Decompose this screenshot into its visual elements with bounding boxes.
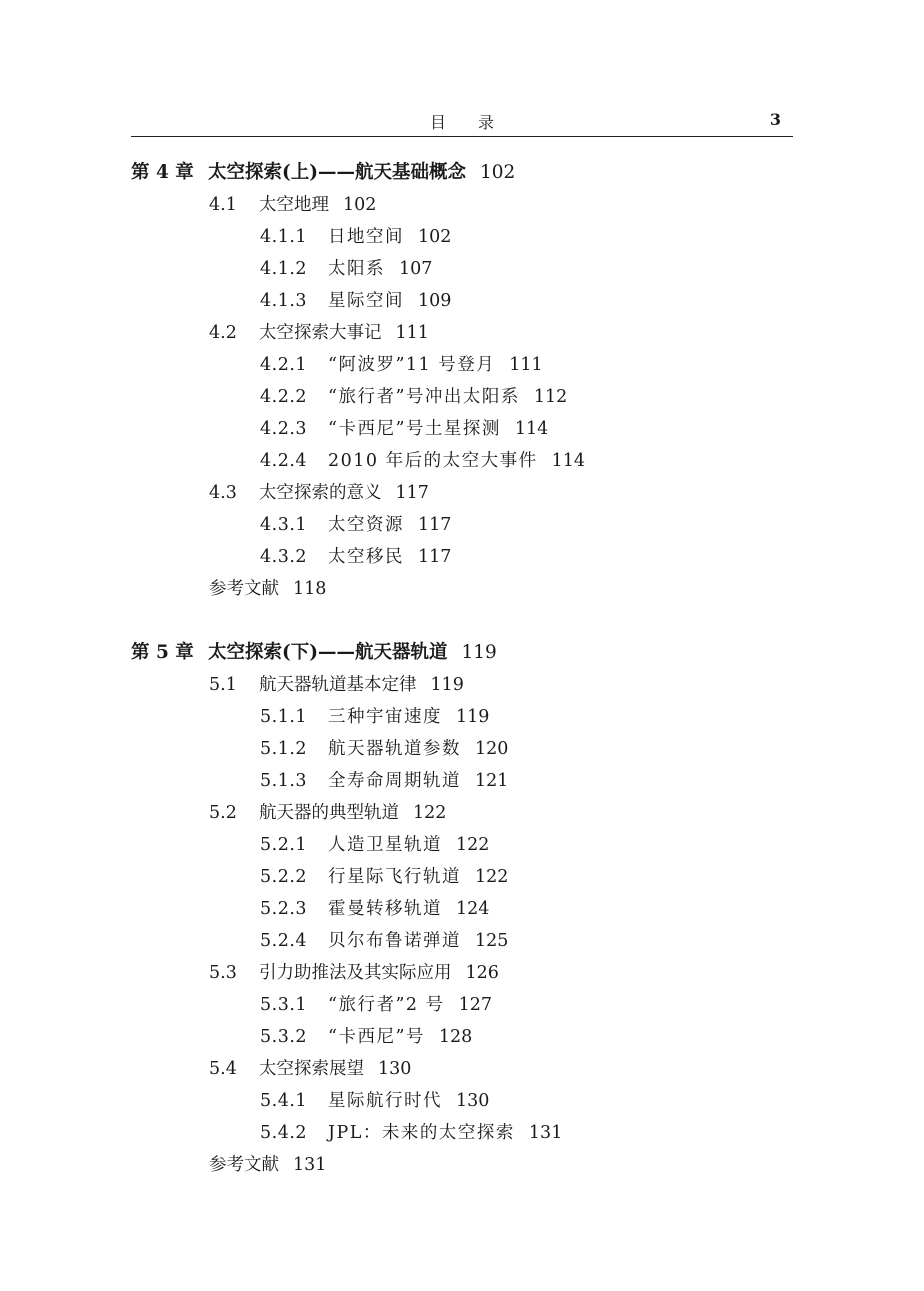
entry-title: “阿波罗”11 号登月 — [328, 355, 496, 375]
entry-title: 太空移民 — [328, 547, 404, 567]
entry-page: 102 — [343, 195, 377, 215]
subsection-entry[interactable] — [131, 381, 793, 413]
entry-title: 太阳系 — [328, 259, 385, 279]
entry-number: 5.2.4 — [260, 931, 308, 951]
entry-title: 贝尔布鲁诺弹道 — [328, 931, 461, 951]
entry-number: 4.3.2 — [260, 547, 308, 567]
entry-number: 5.1.3 — [260, 771, 308, 791]
header-title: 目 录 — [429, 113, 494, 132]
subsection-entry[interactable] — [131, 221, 793, 253]
entry-title: “旅行者”号冲出太阳系 — [328, 387, 520, 407]
entry-page: 109 — [418, 291, 452, 311]
entry-page: 130 — [378, 1059, 412, 1079]
entry-number: 5.1.1 — [260, 707, 308, 727]
entry-number: 4.2.4 — [260, 451, 308, 471]
entry-page: 128 — [438, 1027, 473, 1047]
subsection-entry[interactable] — [131, 733, 793, 765]
entry-number: 5.2.1 — [260, 835, 308, 855]
entry-number: 5.3.1 — [260, 995, 308, 1015]
entry-title: 三种宇宙速度 — [328, 707, 442, 727]
entry-title: 2010 年后的太空大事件 — [328, 451, 538, 471]
entry-page: 112 — [533, 387, 568, 407]
entry-title: 太空探索的意义 — [259, 483, 382, 503]
entry-title: 航天器轨道基本定律 — [259, 675, 417, 695]
entry-title: 星际空间 — [328, 291, 404, 311]
entry-number: 5.1.2 — [260, 739, 308, 759]
entry-page: 118 — [293, 579, 327, 599]
entry-page: 114 — [514, 419, 549, 439]
entry-number: 4.3 — [209, 483, 237, 503]
chapter-block — [131, 157, 793, 605]
entry-title: 太空探索展望 — [259, 1059, 364, 1079]
subsection-entry[interactable] — [131, 1117, 793, 1149]
entry-number: 5.4 — [209, 1059, 237, 1079]
entry-page: 111 — [395, 323, 429, 343]
entry-number: 4.1.1 — [260, 227, 308, 247]
entry-title: 太空探索大事记 — [259, 323, 382, 343]
entry-title: 太空地理 — [259, 195, 329, 215]
subsection-entry[interactable] — [131, 925, 793, 957]
entry-number: 5.3.2 — [260, 1027, 308, 1047]
subsection-entry[interactable] — [131, 893, 793, 925]
entry-title: 参考文献 — [209, 1155, 279, 1175]
subsection-entry[interactable] — [131, 285, 793, 317]
entry-page: 111 — [509, 355, 543, 375]
entry-number: 5.1 — [209, 675, 237, 695]
page-number: 3 — [769, 110, 781, 129]
entry-title: 全寿命周期轨道 — [328, 771, 461, 791]
entry-page: 119 — [456, 707, 490, 727]
entry-page: 117 — [395, 483, 429, 503]
section-entry[interactable] — [131, 189, 793, 221]
chapter-title: 太空探索(下)——航天器轨道 — [208, 642, 448, 663]
entry-page: 124 — [456, 899, 490, 919]
entry-page: 120 — [475, 739, 509, 759]
entry-title: 航天器的典型轨道 — [259, 803, 399, 823]
entry-number: 5.4.1 — [260, 1091, 308, 1111]
running-header — [131, 104, 793, 137]
subsection-entry[interactable] — [131, 989, 793, 1021]
entry-number: 4.2.3 — [260, 419, 308, 439]
chapter-page: 119 — [461, 642, 497, 663]
entry-number: 5.2 — [209, 803, 237, 823]
subsection-entry[interactable] — [131, 1085, 793, 1117]
entry-title: “旅行者”2 号 — [328, 995, 445, 1015]
entry-title: 日地空间 — [328, 227, 404, 247]
chapter-entry[interactable] — [131, 637, 793, 669]
chapter-page: 102 — [480, 162, 516, 183]
entry-title: 引力助推法及其实际应用 — [259, 963, 452, 983]
subsection-entry[interactable] — [131, 509, 793, 541]
chapter-number: 第 5 章 — [131, 642, 194, 663]
subsection-entry[interactable] — [131, 701, 793, 733]
entry-number: 5.2.2 — [260, 867, 308, 887]
entry-page: 126 — [465, 963, 499, 983]
subsection-entry[interactable] — [131, 1021, 793, 1053]
section-entry[interactable] — [131, 1053, 793, 1085]
section-entry[interactable] — [131, 477, 793, 509]
entry-title: 霍曼转移轨道 — [328, 899, 442, 919]
entry-title: “卡西尼”号 — [328, 1027, 425, 1047]
entry-title: 人造卫星轨道 — [328, 835, 442, 855]
section-entry[interactable] — [131, 573, 793, 605]
entry-page: 117 — [418, 515, 452, 535]
entry-page: 121 — [475, 771, 509, 791]
entry-number: 4.3.1 — [260, 515, 308, 535]
entry-page: 107 — [399, 259, 433, 279]
entry-number: 4.1 — [209, 195, 237, 215]
entry-page: 131 — [528, 1123, 563, 1143]
section-entry[interactable] — [131, 957, 793, 989]
entry-number: 5.2.3 — [260, 899, 308, 919]
entry-number: 4.1.2 — [260, 259, 308, 279]
subsection-entry[interactable] — [131, 413, 793, 445]
entry-number: 4.2 — [209, 323, 237, 343]
table-of-contents — [131, 157, 793, 1213]
entry-page: 122 — [413, 803, 447, 823]
entry-page: 117 — [418, 547, 452, 567]
chapter-title: 太空探索(上)——航天基础概念 — [208, 162, 467, 183]
entry-page: 131 — [293, 1155, 327, 1175]
section-entry[interactable] — [131, 317, 793, 349]
section-entry[interactable] — [131, 669, 793, 701]
entry-title: JPL：未来的太空探索 — [328, 1123, 515, 1143]
entry-number: 4.1.3 — [260, 291, 308, 311]
entry-title: 星际航行时代 — [328, 1091, 442, 1111]
entry-number: 4.2.1 — [260, 355, 308, 375]
entry-number: 5.4.2 — [260, 1123, 308, 1143]
subsection-entry[interactable] — [131, 349, 793, 381]
entry-page: 119 — [430, 675, 464, 695]
subsection-entry[interactable] — [131, 861, 793, 893]
subsection-entry[interactable] — [131, 829, 793, 861]
section-entry[interactable] — [131, 797, 793, 829]
chapter-entry[interactable] — [131, 157, 793, 189]
chapter-block — [131, 637, 793, 1181]
entry-title: 航天器轨道参数 — [328, 739, 461, 759]
entry-page: 130 — [456, 1091, 490, 1111]
entry-number: 4.2.2 — [260, 387, 308, 407]
entry-page: 114 — [551, 451, 586, 471]
entry-number: 5.3 — [209, 963, 237, 983]
entry-title: 太空资源 — [328, 515, 404, 535]
subsection-entry[interactable] — [131, 253, 793, 285]
entry-page: 122 — [475, 867, 509, 887]
section-entry[interactable] — [131, 1149, 793, 1181]
entry-page: 102 — [418, 227, 452, 247]
subsection-entry[interactable] — [131, 765, 793, 797]
entry-title: “卡西尼”号土星探测 — [328, 419, 501, 439]
entry-page: 122 — [456, 835, 490, 855]
entry-title: 参考文献 — [209, 579, 279, 599]
chapter-number: 第 4 章 — [131, 162, 194, 183]
entry-title: 行星际飞行轨道 — [328, 867, 461, 887]
entry-page: 127 — [458, 995, 492, 1015]
subsection-entry[interactable] — [131, 541, 793, 573]
subsection-entry[interactable] — [131, 445, 793, 477]
entry-page: 125 — [475, 931, 509, 951]
